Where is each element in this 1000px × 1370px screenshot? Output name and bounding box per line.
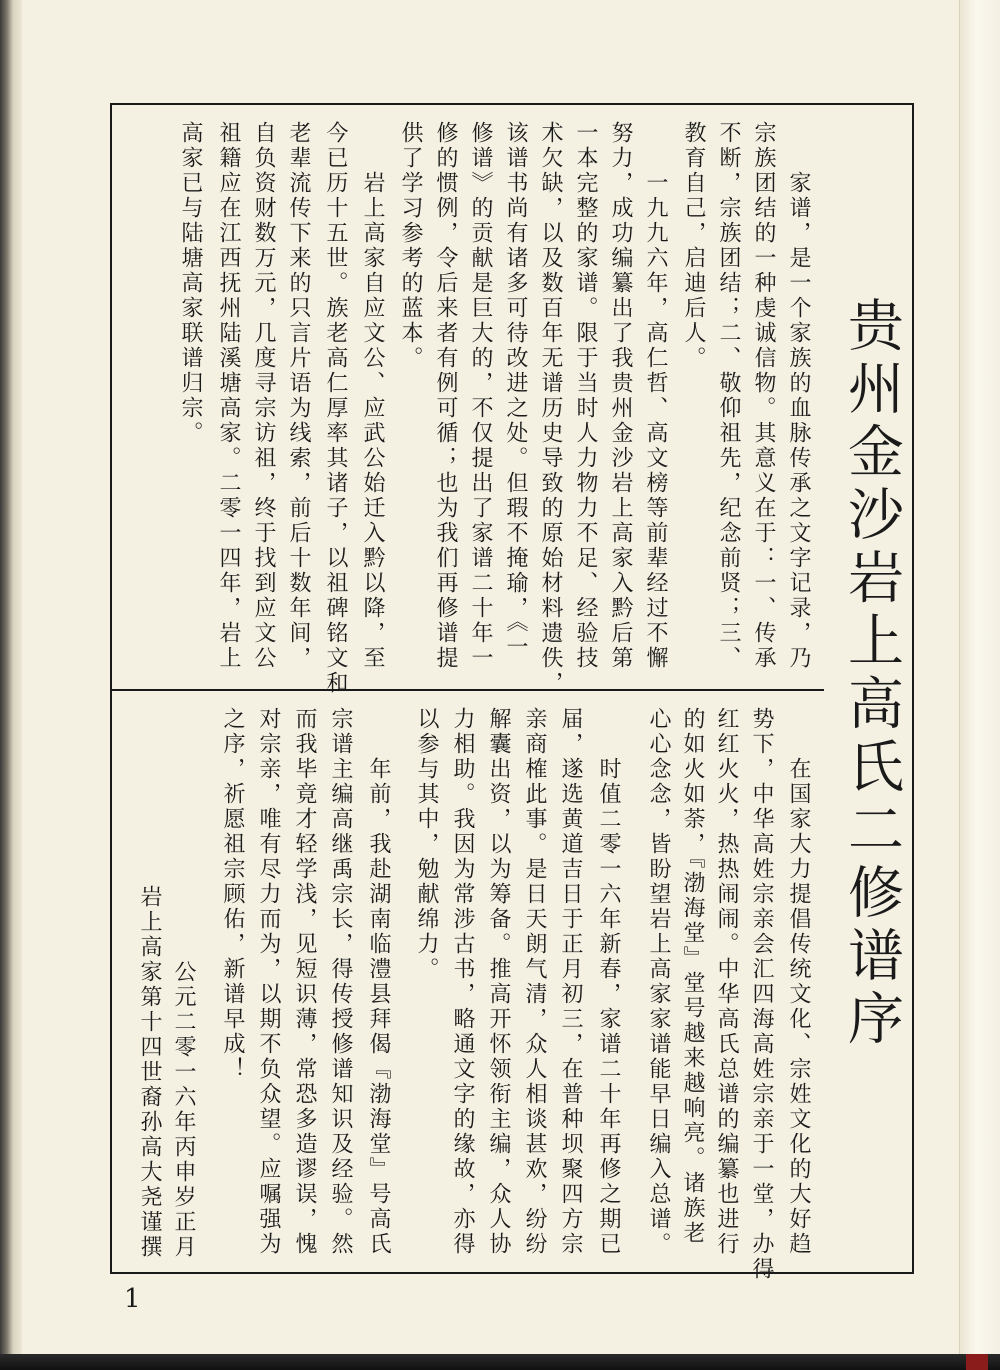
text-column: 的如火如荼，『渤海堂』堂号越来越响亮。诸族老 <box>680 707 705 1246</box>
text-column: 一九九六年，高仁哲、高文榜等前辈经过不懈 <box>643 171 668 671</box>
text-column: 势下，中华高姓宗亲会汇四海高姓宗亲于一堂，办得 <box>749 707 774 1282</box>
text-column: 家谱，是一个家族的血脉传承之文字记录，乃 <box>786 171 811 671</box>
text-column: 今已历十五世。族老高仁厚率其诸子，以祖碑铭文和 <box>323 121 348 696</box>
text-column: 修的惯例，令后来者有例可循；也为我们再修谱提 <box>433 121 458 671</box>
preface-title: 贵州金沙岩上高氏二修谱序 <box>839 296 904 1052</box>
text-column: 自负资财数万元，几度寻宗访祖，终于找到应文公 <box>251 121 276 671</box>
text-column: 术欠缺，以及数百年无谱历史导致的原始材料遗佚， <box>538 121 563 696</box>
text-column: 一本完整的家谱。限于当时人力物力不足、经验技 <box>573 121 598 671</box>
text-column: 祖籍应在江西抚州陆溪塘高家。二零一四年，岩上 <box>216 121 241 671</box>
text-column: 解囊出资，以为筹备。推高开怀领衔主编，众人协 <box>486 707 511 1257</box>
signature-author: 岩上高家第十四世裔孙高大尧谨撰 <box>137 885 162 1260</box>
section-divider <box>110 689 824 691</box>
page-number: 1 <box>124 1284 141 1314</box>
text-column: 红红火火，热热闹闹。中华高氏总谱的编纂也进行 <box>714 707 739 1257</box>
text-column: 对宗亲，唯有尽力而为，以期不负众望。应嘱强为 <box>256 707 281 1257</box>
text-column: 努力，成功编纂出了我贵州金沙岩上高家入黔后第 <box>608 121 633 671</box>
page-stack-edge <box>0 0 22 1370</box>
text-column: 而我毕竟才轻学浅，见短识薄，常恐多造谬误，愧 <box>292 707 317 1257</box>
text-column: 老辈流传下来的只言片语为线索，前后十数年间， <box>286 121 311 671</box>
text-column: 供了学习参考的蓝本。 <box>398 121 423 371</box>
text-column: 高家已与陆塘高家联谱归宗。 <box>178 121 203 446</box>
text-column: 之序，祈愿祖宗顾佑，新谱早成！ <box>220 707 245 1082</box>
text-column: 力相助。我因为常涉古书，略通文字的缘故，亦得 <box>450 707 475 1257</box>
text-column: 宗族团结的一种虔诚信物。其意义在于：一、传承 <box>751 121 776 671</box>
text-column: 亲商榷此事。是日天朗气清，众人相谈甚欢，纷纷 <box>522 707 547 1257</box>
bookmark-ribbon <box>966 1354 988 1370</box>
text-column: 心心念念，皆盼望岩上高家家谱能早日编入总谱。 <box>646 707 671 1257</box>
facing-page-edge <box>959 0 1000 1370</box>
text-column: 年前，我赴湖南临澧县拜偈『渤海堂』号高氏 <box>366 757 391 1257</box>
signature-date: 公元二零一六年丙申岁正月 <box>171 960 196 1260</box>
text-column: 修谱》的贡献是巨大的，不仅提出了家谱二十年一 <box>468 121 493 671</box>
text-column: 不断，宗族团结；二、敬仰祖先，纪念前贤；三、 <box>716 121 741 671</box>
text-column: 在国家大力提倡传统文化、宗姓文化的大好趋 <box>786 757 811 1257</box>
text-column: 以参与其中，勉献绵力。 <box>414 707 439 982</box>
text-column: 时值二零一六年新春，家谱二十年再修之期已 <box>596 757 621 1257</box>
text-column: 岩上高家自应文公、应武公始迁入黔以降，至 <box>360 171 385 671</box>
text-column: 该谱书尚有诸多可待改进之处。但瑕不掩瑜，《一 <box>503 121 528 660</box>
text-column: 届，遂选黄道吉日于正月初三，在普种坝聚四方宗 <box>558 707 583 1257</box>
text-column: 宗谱主编高继禹宗长，得传授修谱知识及经验。然 <box>328 707 353 1257</box>
book-cover-edge <box>0 1354 1000 1370</box>
text-column: 教育自己，启迪后人。 <box>681 121 706 371</box>
